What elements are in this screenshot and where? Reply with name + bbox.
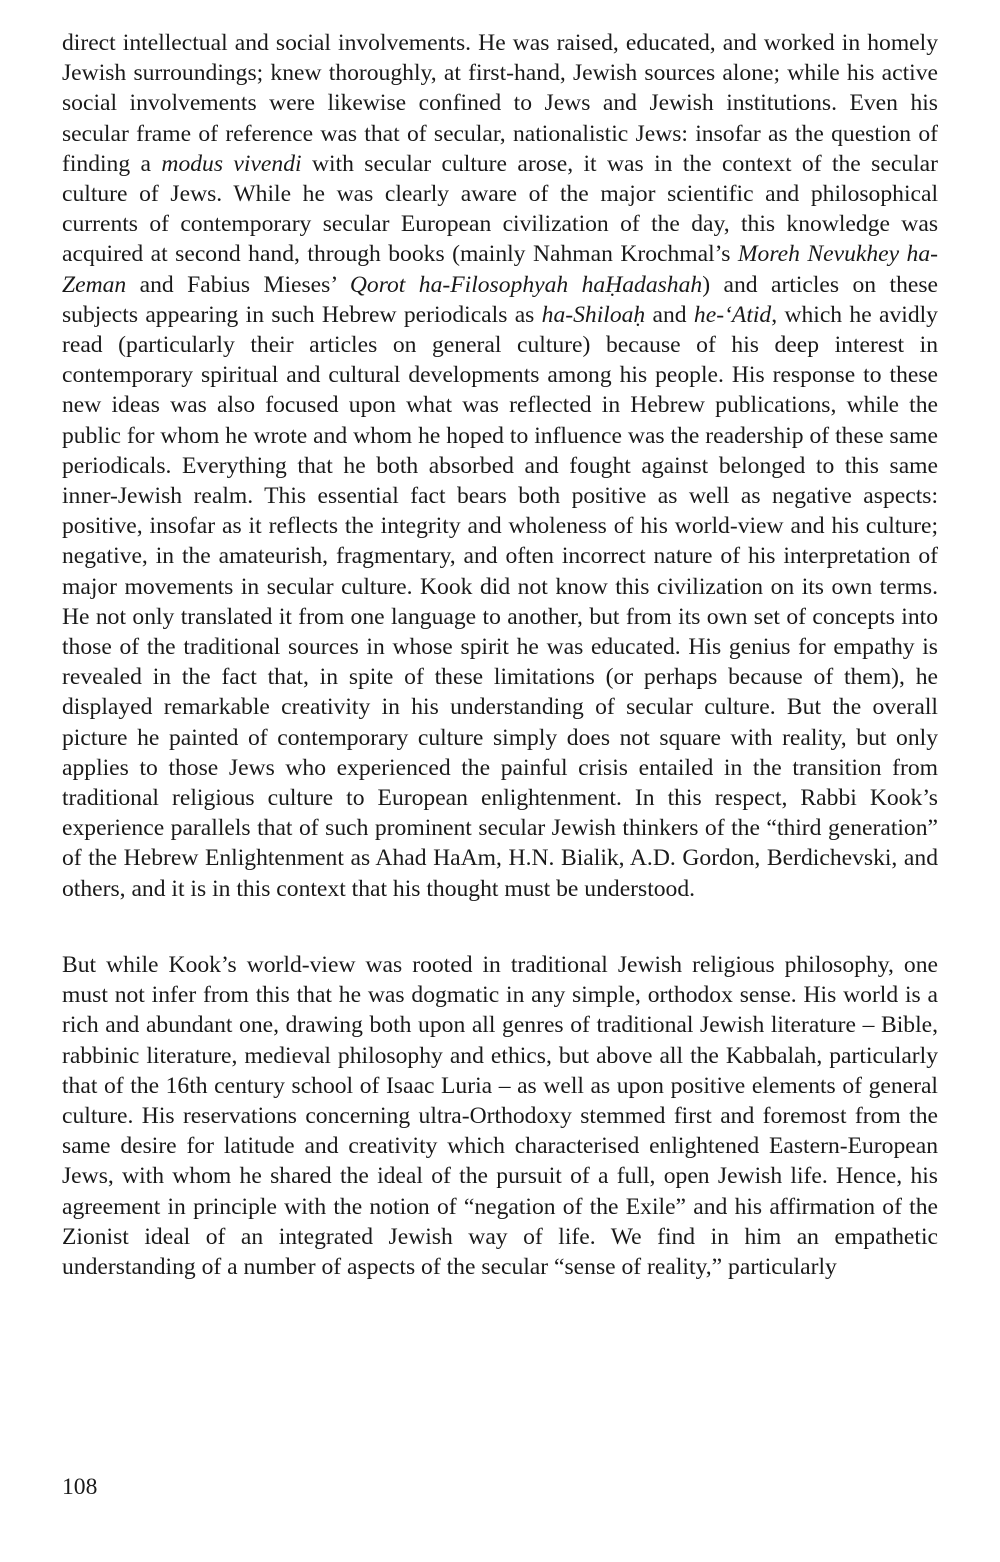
book-title: Moreh Nevukhey ha-Zeman	[62, 241, 939, 298]
paragraph-2	[62, 950, 938, 1282]
periodical-title: he-‘Atid	[693, 301, 772, 328]
periodical-title: ha-Shiloaḥ	[541, 301, 646, 328]
text-segment: and	[645, 301, 694, 328]
text-segment: ) and articles on these subjects appearing in such Hebrew periodicals as	[62, 271, 938, 328]
text-segment: and Fabius Mieses’	[126, 271, 350, 298]
paragraph-1	[62, 28, 938, 904]
text-segment: But while Kook’s world-view was rooted in traditional Jewish religious philosophy, one must not infer from this that he was dogmatic in any simple, orthodox sense. His world is a rich and abundant one, drawing both upon all genres of traditional Jewish literature – Bible, rabbinic literature, medieval philosophy and ethics, but above all the Kabbalah, particularly that of the 16th century school of Isaac Luria – as well as upon positive elements of general culture. His reservations concerning ultra-Orthodoxy stemmed first and foremost from the same desire for latitude and creativity which characterised enlightened Eastern-European Jews, with whom he shared the ideal of the pursuit of a full, open Jewish life. Hence, his agreement in principle with the notion of “negation of the Exile” and his affirmation of the Zionist ideal of an integrated Jewish way of life. We find in him an empathetic understanding of a number of aspects of the secular “sense of reality,” particularly	[62, 951, 938, 1280]
italic-term: modus vivendi	[161, 150, 302, 177]
page-number: 108	[62, 1474, 98, 1500]
page-body	[62, 28, 938, 1282]
book-title: Qorot ha-Filosophyah haḤadashah	[349, 271, 703, 298]
text-segment: direct intellectual and social involvements. He was raised, educated, and worked in homely Jewish surroundings; knew thoroughly, at first-hand, Jewish sources alone; while his active social involvements were likewise confined to Jews and Jewish institutions. Even his secular frame of reference was that of secular, nationalistic Jews: insofar as the question of finding a	[62, 30, 938, 177]
text-segment: with secular culture arose, it was in the context of the secular culture of Jews. While he was clearly aware of the major scientific and philosophical currents of contemporary secular European civilization of the day, this knowledge was acquired at second hand, through books (mainly Nahman Krochmal’s	[62, 150, 938, 268]
text-segment: , which he avidly read (particularly their articles on general culture) because of his deep interest in contemporary spiritual and cultural developments among his people. His response to these new ideas was also focused upon what was reflected in Hebrew publications, while the public for whom he wrote and whom he hoped to influence was the readership of these same periodicals. Everything that he both absorbed and fought against belonged to this same inner-Jewish realm. This essential fact bears both positive as well as negative aspects: positive, insofar as it reflects the integrity and wholeness of his world-view and his culture; negative, in the amateurish, fragmentary, and often incorrect nature of his interpretation of major movements in secular culture. Kook did not know this civilization on its own terms. He not only translated it from one language to another, but from its own set of concepts into those of the traditional sources in whose spirit he was educated. His genius for empathy is revealed in the fact that, in spite of these limitations (or perhaps because of them), he displayed remarkable creativity in his understanding of secular culture. But the overall picture he painted of contemporary culture simply does not square with reality, but only applies to those Jews who experienced the painful crisis entailed in the transition from traditional religious culture to European enlightenment. In this respect, Rabbi Kook’s experience parallels that of such prominent secular Jewish thinkers of the “third generation” of the Hebrew Enlightenment as Ahad HaAm, H.N. Bialik, A.D. Gordon, Berdichevski, and others, and it is in this context that his thought must be understood.	[62, 301, 938, 902]
